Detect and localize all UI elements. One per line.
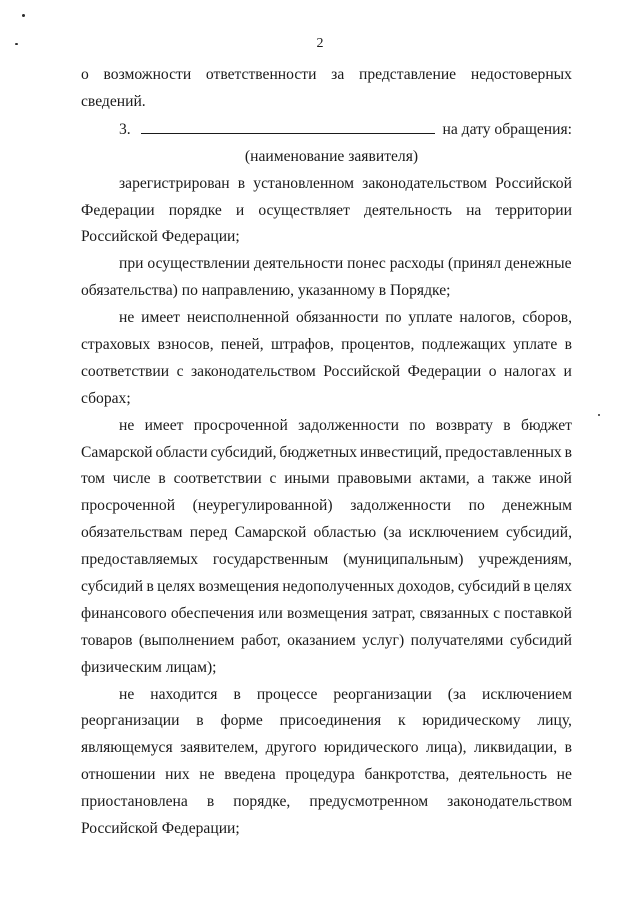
word: с [176,362,184,380]
word: и [235,201,245,219]
word: числе [112,470,151,488]
word: в [564,443,572,461]
text-line: обязательства) по направлению, указанному в Порядке; [81,282,451,300]
text-line [81,735,572,762]
word: по [468,497,485,515]
word: установленном [253,174,355,192]
word: целях [157,578,196,596]
word: Федерации [407,362,482,380]
word: или [258,604,283,622]
word: к [397,712,406,730]
field-caption: (наименование заявителя) [244,147,419,165]
word: штрафов, [270,336,334,354]
word: за [331,66,345,83]
word: задолженности [298,416,399,434]
word: финансового [81,604,167,622]
word: не [119,309,135,327]
word: исключением [482,685,572,703]
word: взносов, [157,336,214,354]
word: находится [150,685,218,703]
text-line [81,171,572,198]
word: связанных [419,604,489,622]
word: Российской [323,362,401,380]
word: другого [265,739,317,757]
word: лица), [426,739,467,757]
word: введена [224,766,276,784]
word: субсидий, [505,524,572,542]
word: актами, [419,470,470,488]
text-line: сведений. [81,92,146,110]
word: о [488,362,497,380]
word: неисполненной [186,309,290,327]
word: приостановлена [81,793,188,811]
word: Федерации [81,201,155,219]
word: целях [533,578,572,596]
word: форме [220,712,263,730]
word: процедура [285,766,355,784]
word: иными [284,470,330,488]
word: имеет [141,309,180,327]
word: просроченной [81,497,176,515]
word: затрат, [371,604,416,622]
word: в [196,712,204,730]
word: зарегистрирован [119,174,230,192]
word: в [503,416,511,434]
text-line [81,789,572,816]
word: бюджет [520,416,572,434]
word: субсидий, [210,443,277,461]
word: предоставленных [445,443,562,461]
word: обеспечения [170,604,255,622]
word: процентов, [341,336,415,354]
word: них [165,766,190,784]
text-line: Российской Федерации; [81,228,240,246]
word: возмещения [287,604,368,622]
word: в [206,793,215,811]
word: деятельность [363,201,453,219]
item3-number: 3. [119,120,131,138]
word: обязанности [296,309,379,327]
text-line: физическим лицам); [81,658,217,676]
word: пеней, [220,336,264,354]
word: ликвидации, [473,739,558,757]
word: с [269,470,277,488]
word: налогов, [459,309,516,327]
word: присоединения [279,712,382,730]
word: задолженности [350,497,452,515]
text-line [81,62,572,89]
word: уплате [408,309,453,327]
word: товаров [81,631,133,649]
word: обязательствам [81,524,183,542]
word: в [564,739,572,757]
word: (за [383,524,402,542]
word: не [556,766,572,784]
word: исключением [408,524,499,542]
word: представление [358,66,457,83]
word: в [564,336,572,354]
text-line [81,359,572,386]
word: подлежащих [421,336,506,354]
word: реорганизации [81,712,180,730]
word: заявителем, [180,739,259,757]
word: в [237,174,246,192]
word: реорганизации [333,685,432,703]
word: работ, [240,631,281,649]
text-line [81,332,572,359]
word: не [119,416,135,434]
word: в [158,470,166,488]
text-line [81,440,572,467]
text-line [81,520,572,547]
text-line [81,198,572,225]
word: (за [447,685,467,703]
word: доходов, [397,578,455,596]
word: страховых [81,336,151,354]
text-line [81,305,572,332]
word: деятельность [458,766,548,784]
document-body [81,62,572,843]
word: субсидий [457,578,520,596]
page-number: 2 [316,36,324,51]
word: (муниципальным) [343,551,464,569]
text-line [81,574,572,601]
word: осуществляет [258,201,350,219]
text-line [81,493,572,520]
word: законодательством [447,793,572,811]
word: также [492,470,532,488]
word: Российской [495,174,572,192]
word: областью [313,524,377,542]
word: предусмотренном [309,793,429,811]
text-line [81,466,572,493]
word: налогах [503,362,557,380]
word: являющемуся [81,739,173,757]
word: законодательством [362,174,487,192]
text-line [81,628,572,655]
word: возможности [103,66,192,83]
word: правовыми [337,470,412,488]
word: соответствии [81,362,170,380]
word: ответственности [205,66,317,83]
word: инвестиций, [359,443,443,461]
word: возврату [435,416,493,434]
word: по [385,309,402,327]
item3-suffix: на дату обращения: [442,120,572,138]
word: не [199,766,215,784]
word: перед [189,524,228,542]
word: в [146,578,154,596]
word: по [409,416,426,434]
word: Самарской [234,524,307,542]
word: порядке [168,201,222,219]
text-line [81,601,572,628]
text-line [81,708,572,735]
text-line: Российской Федерации; [81,820,240,838]
text-line [81,547,572,574]
word: уплате [513,336,558,354]
word: в [233,685,241,703]
word: и [563,362,572,380]
word: субсидий [81,578,144,596]
word: (неурегулированной) [192,497,333,515]
word: в [523,578,531,596]
word: соответствии [173,470,262,488]
text-line: сборах; [81,389,131,407]
word: а [477,470,485,488]
applicant-name-field [141,116,435,134]
word: порядке, [233,793,291,811]
word: юридическому [422,712,521,730]
word: (выполнением [138,631,235,649]
word: недополученных [282,578,395,596]
scan-speck [15,43,18,45]
word: услуг) [362,631,405,649]
word: иной [539,470,572,488]
word: недостоверных [470,66,572,83]
word: бюджетных [279,443,358,461]
word: лицу, [537,712,572,730]
text-line [81,762,572,789]
word: законодательством [190,362,316,380]
scan-speck [598,414,600,416]
text-line [81,682,572,709]
word: том [81,470,105,488]
word: с [493,604,501,622]
word: юридического [324,739,419,757]
text-line [81,413,572,440]
word: процессе [256,685,318,703]
word: субсидий [509,631,572,649]
word: получателями [410,631,504,649]
word: просроченной [193,416,288,434]
word: о [81,66,89,83]
word: имеет [144,416,184,434]
word: банкротства, [364,766,450,784]
scan-speck [22,14,25,17]
word: учреждениям, [478,551,572,569]
item3-line [81,116,572,143]
word: на [466,201,482,219]
word: Самарской [81,443,153,461]
word: оказанием [287,631,356,649]
word: денежным [502,497,572,515]
word: отношении [81,766,156,784]
word: возмещения [198,578,280,596]
word: территории [495,201,572,219]
text-line: при осуществлении деятельности понес расходы (принял денежные [119,255,572,273]
word: государственным [212,551,329,569]
word: сборов, [522,309,572,327]
word: не [119,685,135,703]
word: предоставляемых [81,551,198,569]
word: области [155,443,208,461]
word: поставкой [504,604,572,622]
